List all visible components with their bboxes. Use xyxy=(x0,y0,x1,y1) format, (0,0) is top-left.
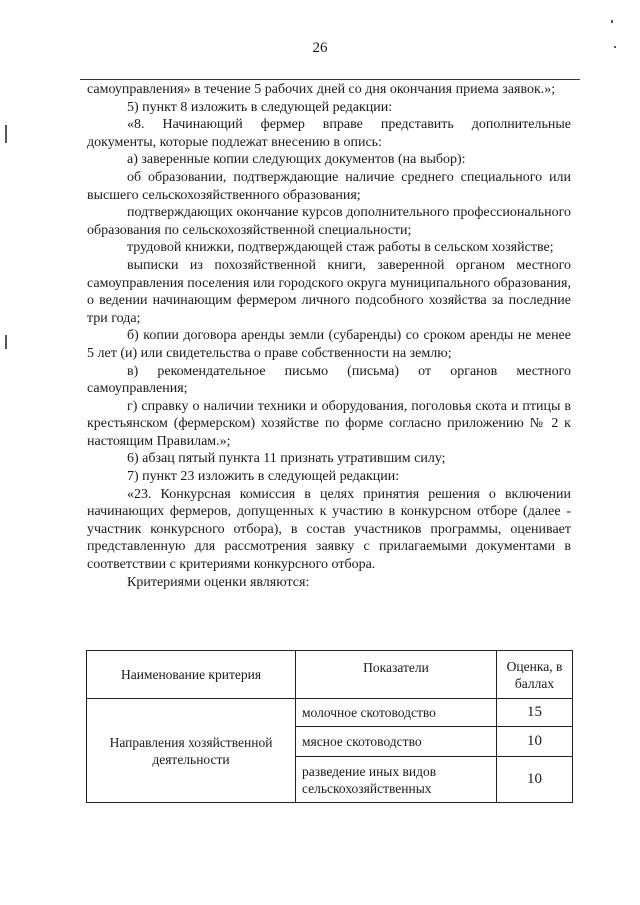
paragraph: 5) пункт 8 изложить в следующей редакции: xyxy=(127,99,393,115)
document-body xyxy=(87,81,571,591)
scan-mark xyxy=(611,20,613,23)
paragraph: 6) абзац пятый пункта 11 признать утратившим силу; xyxy=(127,451,446,467)
paragraph: Критериями оценки являются: xyxy=(127,574,310,590)
paragraph: подтверждающих окончание курсов дополнительного профессионального образования по сельскохозяйственной специальности; xyxy=(87,205,571,238)
paragraph: самоуправления» в течение 5 рабочих дней со дня окончания приема заявок.»; xyxy=(87,82,556,97)
paragraph: выписки из похозяйственной книги, заверенной органом местного самоуправления поселения или городского округа муниципального образования, о ведении начинающим фермером личного подсобного хозяйства за последние три года; xyxy=(87,257,571,326)
score-cell: 10 xyxy=(497,757,573,803)
paragraph: «8. Начинающий фермер вправе представить дополнительные документы, которые подлежат внесению в опись: xyxy=(87,117,571,150)
scan-mark xyxy=(5,125,7,143)
paragraph: г) справку о наличии техники и оборудования, поголовья скота и птицы в крестьянском (фермерском) хозяйстве по форме согласно приложению № 2 к настоящим Правилам.»; xyxy=(87,398,571,449)
paragraph: 7) пункт 23 изложить в следующей редакции: xyxy=(127,469,400,485)
header-rule xyxy=(80,79,580,80)
paragraph: в) рекомендательное письмо (письма) от органов местного самоуправления; xyxy=(87,363,571,397)
scan-mark xyxy=(614,46,616,48)
paragraph: трудовой книжки, подтверждающей стаж работы в сельском хозяйстве; xyxy=(127,240,554,256)
score-cell: 10 xyxy=(497,727,573,757)
header-criterion: Наименование критерия xyxy=(87,651,296,699)
header-indicators: Показатели xyxy=(296,651,497,699)
scan-mark xyxy=(5,335,7,349)
paragraph: об образовании, подтверждающие наличие среднего специального или высшего сельскохозяйственного образования; xyxy=(87,169,571,203)
paragraph: б) копии договора аренды земли (субаренды) со сроком аренды не менее 5 лет (и) или свидетельства о праве собственности на землю; xyxy=(87,328,571,361)
page-number: 26 xyxy=(312,40,328,56)
criterion-name: Направления хозяйственной деятельности xyxy=(87,699,296,803)
criteria-table xyxy=(86,650,573,803)
indicator-cell: молочное скотоводство xyxy=(296,699,497,727)
paragraph: а) заверенные копии следующих документов (на выбор): xyxy=(127,152,466,168)
indicator-cell: разведение иных видов сельскохозяйственных xyxy=(296,757,497,803)
paragraph: «23. Конкурсная комиссия в целях принятия решения о включении начинающих фермеров, допущенных к участию в конкурсном отборе (далее - участник конкурсного отбора), в состав участников программы, оценивает представленную для рассмотрения заявку с прилагаемыми документами в соответствии с критериями конкурсного отбора. xyxy=(87,486,571,573)
score-cell: 15 xyxy=(497,699,573,727)
table-row xyxy=(87,699,573,727)
indicator-cell: мясное скотоводство xyxy=(296,727,497,757)
header-score: Оценка, в баллах xyxy=(497,651,573,699)
table-header-row xyxy=(87,651,573,699)
